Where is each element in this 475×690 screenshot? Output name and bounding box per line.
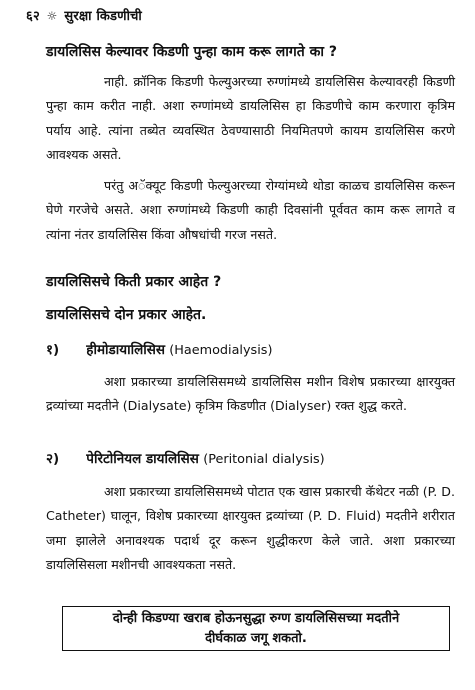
type-english: (Haemodialysis) [169, 343, 273, 358]
answer-paragraph-1: नाही. क्रॉनिक किडणी फेल्युअरच्या रुग्णांमध्ये डायलिसिस केल्यावरही किडणी पुन्हा काम करीत नाही. अशा रुग्णांमध्ये डायलिसिस हा किडणीचे काम करणारा कृत्रिम पर्याय आहे. त्यांना तब्येत व्यवस्थित ठेवण्यासाठी नियमितपणे कायम डायलिसिस करणे आवश्यक असते. [46, 74, 455, 163]
highlight-line-2: दीर्घकाळ जगू शकतो. [205, 631, 307, 646]
type-english: (Peritonial dialysis) [203, 452, 325, 467]
type-1-description: अशा प्रकारच्या डायलिसिसमध्ये डायलिसिस मशीन विशेष प्रकारच्या क्षारयुक्त द्रव्यांच्या मदतीने (Dialysate) कृत्रिम किडणीत (Dialyser) रक्त शुद्ध करते. [46, 374, 455, 414]
page-number: ६२ [26, 9, 40, 24]
question-heading-1: डायलिसिस केल्यावर किडणी पुन्हा काम करू लागते का ? [46, 44, 337, 60]
running-header [26, 6, 142, 24]
answer-paragraph-2: परंतु अॅक्यूट किडणी फेल्युअरच्या रोग्यांमध्ये थोडा काळच डायलिसिस करून घेणे गरजेचे असते. अशा रुग्णांमध्ये किडणी काही दिवसांनी पूर्ववत काम करू लागते व त्यांना नंतर डायलिसिस किंवा औषधांची गरज नसते. [46, 178, 455, 242]
type-2-description: अशा प्रकारच्या डायलिसिसमध्ये पोटात एक खास प्रकारची कॅथेटर नळी (P. D. Catheter) घालून, विशेष प्रकारच्या क्षारयुक्त द्रव्यांच्या (P. D. Fluid) मदतीने शरीरात जमा झालेले अनावश्यक पदार्थ दूर करून शुद्धीकरण केले जाते. अशा प्रकारच्या डायलिसिसला मशीनची आवश्यकता नसते. [46, 484, 455, 573]
type-term: पेरिटोनियल डायलिसिस [86, 451, 199, 467]
list-number: १) [46, 342, 60, 358]
question-heading-2: डायलिसिसचे किती प्रकार आहेत ? [46, 274, 222, 290]
book-title: सुरक्षा किडणीची [64, 9, 142, 24]
answer-heading-2: डायलिसिसचे दोन प्रकार आहेत. [46, 307, 207, 323]
type-term: हीमोडायालिसिस [86, 342, 165, 358]
highlight-line-1: दोन्ही किडण्या खराब होऊनसुद्धा रुग्ण डायलिसिसच्या मदतीने [112, 611, 400, 626]
sun-ornament-icon: ☼ [46, 9, 58, 23]
list-number: २) [46, 451, 60, 467]
highlight-box [62, 606, 450, 651]
dialysis-type-1 [46, 340, 455, 361]
dialysis-type-2 [46, 449, 455, 470]
